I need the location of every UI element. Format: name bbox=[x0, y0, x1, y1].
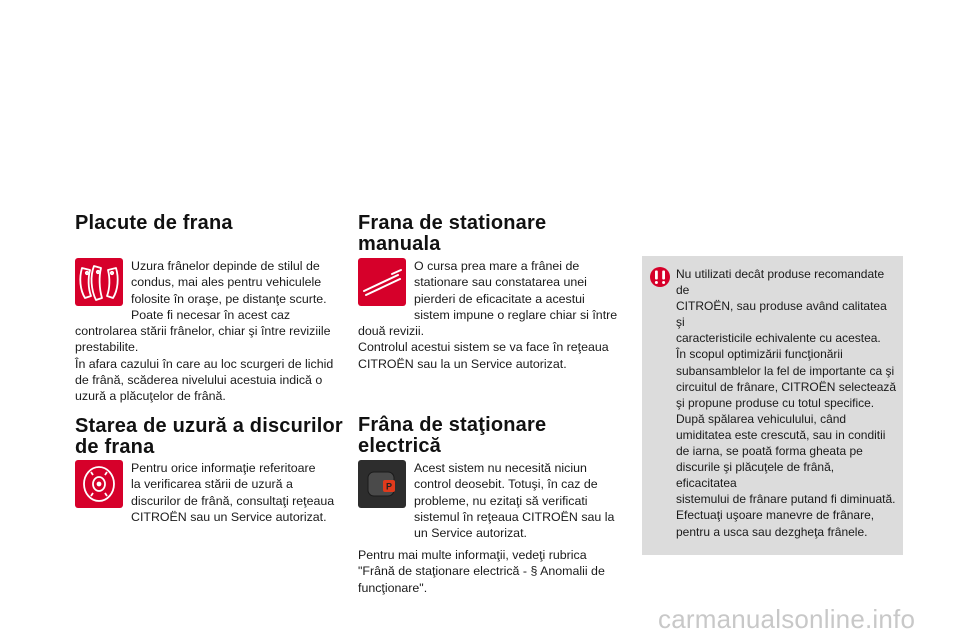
text-line: circuitul de frânare, CITROËN selectează bbox=[676, 379, 897, 394]
text-line: Nu utilizati decât produse recomandate de bbox=[676, 267, 885, 298]
text-line: un Service autorizat. bbox=[414, 526, 527, 541]
heading-electric-parking-brake bbox=[358, 415, 546, 457]
text-line: la verificarea stării de uzură a bbox=[131, 477, 293, 492]
text-manual-parking-brake bbox=[358, 258, 628, 372]
text-line: două revizii. bbox=[358, 324, 425, 339]
heading-line: electrică bbox=[358, 435, 441, 457]
text-line: CITROËN sau un Service autorizat. bbox=[131, 509, 327, 524]
text-disc-wear bbox=[131, 460, 351, 525]
text-line: În scopul optimizării funcţionării bbox=[676, 347, 843, 362]
warning-text bbox=[676, 266, 898, 540]
text-line: "Frână de staţionare electrică - § Anomalii de bbox=[358, 564, 605, 579]
text-line: funcţionare". bbox=[358, 580, 428, 595]
text-line: probleme, nu ezitaţi să verificati bbox=[414, 493, 588, 508]
heading-line: de frana bbox=[75, 436, 155, 458]
text-electric-parking-brake bbox=[414, 460, 624, 541]
text-line: Pentru orice informaţie referitoare bbox=[131, 461, 316, 475]
heading-manual-parking-brake bbox=[358, 213, 546, 255]
heading-disc-wear bbox=[75, 416, 343, 458]
heading-line: Starea de uzură a discurilor bbox=[75, 415, 343, 437]
text-more-info bbox=[358, 547, 628, 596]
text-line: Controlul acestui sistem se va face în reţeaua bbox=[358, 340, 609, 355]
text-line: După spălarea vehiculului, când bbox=[676, 411, 847, 426]
text-line: pentru a usca sau dezgheţa frânele. bbox=[676, 524, 868, 539]
text-line: sistemului de frânare putand fi diminuată. bbox=[676, 492, 896, 507]
heading-line: Frâna de staţionare bbox=[358, 414, 547, 436]
text-brake-pads bbox=[75, 258, 345, 405]
text-line: Pentru mai multe informaţii, vedeţi rubrica bbox=[358, 548, 587, 562]
text-line: controlarea stării frânelor, chiar şi între reviziile bbox=[75, 324, 331, 339]
text-line: Acest sistem nu necesită niciun bbox=[414, 461, 587, 475]
text-line: discurilor de frână, consultaţi reţeaua bbox=[131, 493, 335, 508]
text-line: discurile şi plăcuţele de frână, eficacitatea bbox=[676, 460, 835, 491]
text-line: sistem impune o reglare chiar si între bbox=[414, 307, 618, 322]
text-line: pierderi de eficacitate a acestui bbox=[414, 291, 585, 306]
text-line: Efectuaţi uşoare manevre de frânare, bbox=[676, 508, 875, 523]
text-line: caracteristicile echivalente cu acestea. bbox=[676, 331, 881, 346]
heading-brake-pads: Placute de frana bbox=[75, 212, 233, 234]
brake-disc-icon bbox=[75, 460, 123, 508]
text-line: folosite în oraşe, pe distanţe scurte. bbox=[131, 291, 327, 306]
text-line: O cursa prea mare a frânei de bbox=[414, 259, 580, 273]
text-line: subansamblelor la fel de importante ca şi bbox=[676, 363, 895, 378]
heading-line: manuala bbox=[358, 233, 441, 255]
warning-exclamation-icon bbox=[649, 266, 671, 288]
text-line: uzură a plăcuţelor de frână. bbox=[75, 389, 226, 404]
text-line: de iarna, se poată forma gheata pe bbox=[676, 444, 863, 459]
electric-parking-brake-switch-icon bbox=[358, 460, 406, 508]
text-line: sistemul în reţeaua CITROËN sau la bbox=[414, 509, 615, 524]
text-line: umiditatea este crescută, sau in conditii bbox=[676, 427, 886, 442]
svg-text:P: P bbox=[385, 481, 393, 492]
text-line: Uzura frânelor depinde de stilul de bbox=[131, 259, 320, 273]
text-line: control deosebit. Totuşi, în caz de bbox=[414, 477, 598, 492]
text-line: de frână, scăderea nivelului acestuia indică o bbox=[75, 373, 323, 388]
text-line: În afara cazului în care au loc scurgeri de lichid bbox=[75, 356, 334, 371]
text-line: stationare sau constatarea unei bbox=[414, 275, 587, 290]
watermark: carmanualsonline.info bbox=[658, 604, 916, 634]
text-line: Poate fi necesar în acest caz bbox=[131, 307, 291, 322]
text-line: condus, mai ales pentru vehiculele bbox=[131, 275, 322, 290]
text-line: prestabilite. bbox=[75, 340, 139, 355]
text-line: şi propune produse cu totul specifice. bbox=[676, 395, 875, 410]
heading-line: Frana de stationare bbox=[358, 212, 547, 234]
text-line: CITROËN, sau produse având calitatea şi bbox=[676, 299, 887, 330]
text-line: CITROËN sau la un Service autorizat. bbox=[358, 356, 567, 371]
warning-panel bbox=[642, 256, 903, 555]
